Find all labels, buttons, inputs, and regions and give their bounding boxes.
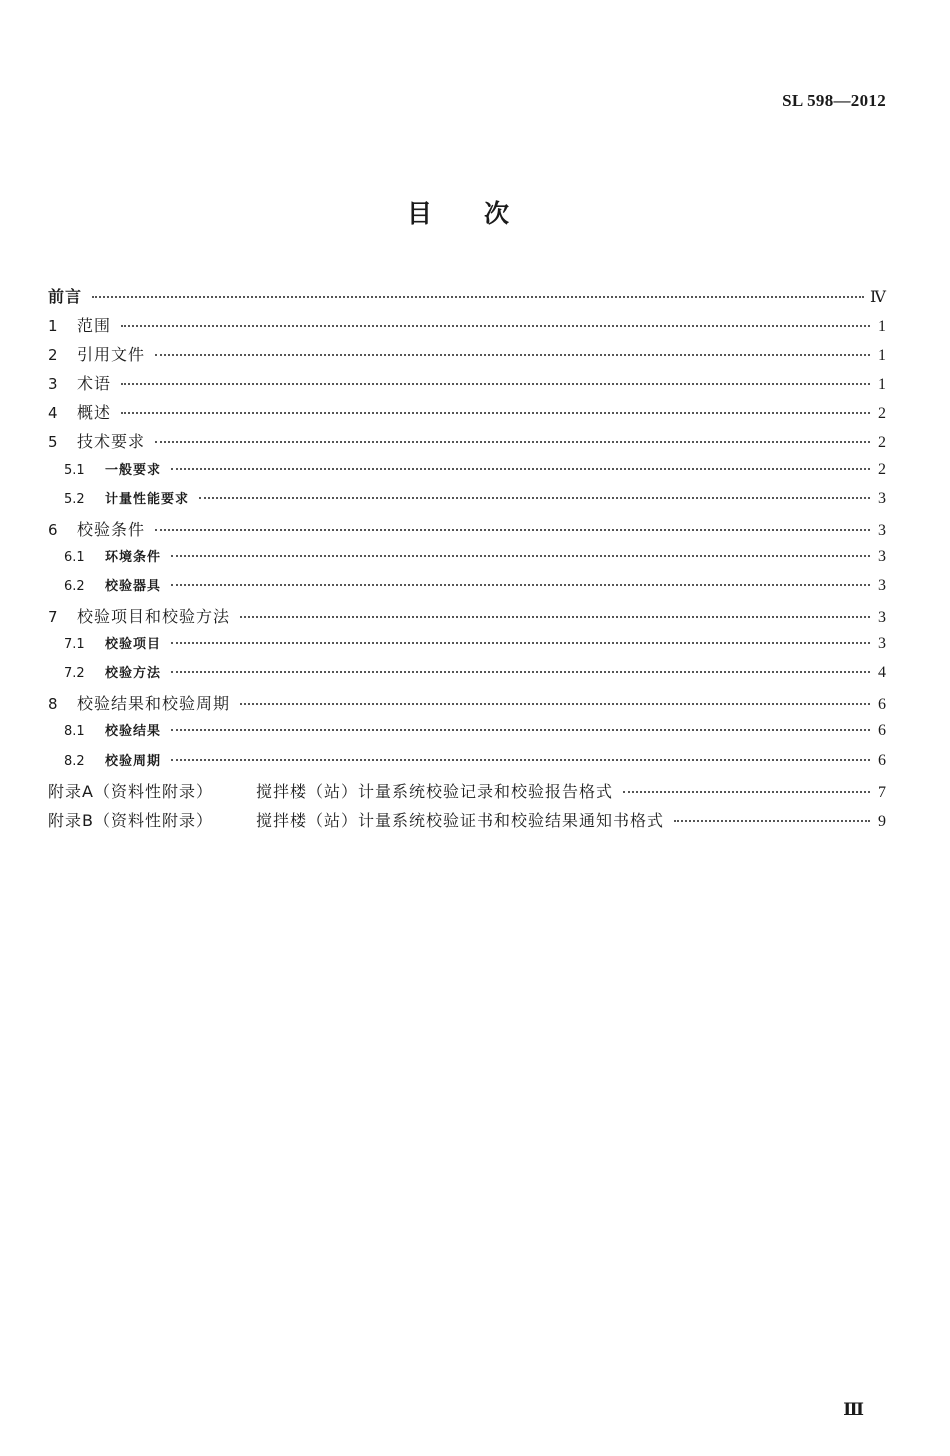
toc-number: 8 <box>48 695 58 714</box>
toc-row[interactable] <box>48 313 886 342</box>
toc-label: 校验项目 <box>105 637 162 653</box>
toc-leader <box>155 352 870 356</box>
toc-page: 1 <box>878 347 886 365</box>
toc-page: 1 <box>878 318 886 336</box>
document-code: SL 598—2012 <box>782 91 886 110</box>
toc-number: 8.1 <box>64 724 85 740</box>
toc-page: 3 <box>878 635 886 653</box>
toc-page: 2 <box>878 405 886 423</box>
toc-number: 4 <box>48 404 58 423</box>
toc-number: 7 <box>48 608 58 627</box>
toc-leader <box>171 727 870 731</box>
toc-page: 3 <box>878 521 886 539</box>
toc-number: 5.2 <box>64 491 85 507</box>
toc-row[interactable] <box>48 691 886 720</box>
toc-number: 7.1 <box>64 637 85 653</box>
toc-page: 1 <box>878 376 886 394</box>
toc-row[interactable] <box>48 604 886 633</box>
toc-page: 6 <box>878 751 886 769</box>
toc-page: Ⅳ <box>870 289 886 306</box>
page-title: 目次 <box>406 199 561 228</box>
table-of-contents <box>48 284 886 837</box>
toc-page: 6 <box>878 722 886 740</box>
toc-row-sub[interactable] <box>48 546 886 575</box>
toc-row-appendix-b[interactable] <box>48 808 886 837</box>
toc-number: 5.1 <box>64 462 85 478</box>
toc-number: 5 <box>48 433 58 452</box>
toc-page: 3 <box>878 576 886 594</box>
toc-row[interactable] <box>48 429 886 458</box>
toc-row-sub[interactable] <box>48 750 886 779</box>
toc-number: 6.1 <box>64 549 85 565</box>
toc-leader <box>171 553 870 557</box>
toc-row[interactable] <box>48 517 886 546</box>
appendix-prefix: 附录A（资料性附录） <box>48 781 213 801</box>
appendix-prefix: 附录B（资料性附录） <box>48 810 213 830</box>
toc-row[interactable] <box>48 342 886 371</box>
toc-leader <box>171 640 870 644</box>
toc-label: 一般要求 <box>105 462 162 478</box>
toc-label: 校验方法 <box>105 666 162 682</box>
toc-page: 7 <box>878 783 886 801</box>
toc-leader <box>171 757 870 761</box>
toc-label: 引用文件 <box>77 345 146 365</box>
toc-leader <box>171 669 870 673</box>
toc-label: 校验结果和校验周期 <box>77 694 231 714</box>
toc-number: 6 <box>48 520 58 539</box>
toc-row[interactable] <box>48 400 886 429</box>
toc-row-sub[interactable] <box>48 575 886 604</box>
toc-page: 9 <box>878 812 886 830</box>
toc-page: 2 <box>878 460 886 478</box>
toc-label: 技术要求 <box>77 432 146 452</box>
toc-label: 校验器具 <box>105 578 162 594</box>
toc-page: 3 <box>878 489 886 507</box>
page-number: Ⅲ <box>843 1400 864 1419</box>
toc-label: 计量性能要求 <box>105 491 190 507</box>
toc-label: 范围 <box>77 316 112 336</box>
toc-label: 术语 <box>77 374 112 394</box>
toc-number: 7.2 <box>64 666 85 682</box>
toc-label: 校验周期 <box>105 753 162 769</box>
toc-row-appendix-a[interactable] <box>48 779 886 808</box>
toc-leader <box>121 381 870 385</box>
toc-row-sub[interactable] <box>48 720 886 749</box>
toc-row-foreword[interactable] <box>48 284 886 313</box>
toc-label: 校验条件 <box>77 519 146 539</box>
toc-page: 2 <box>878 434 886 452</box>
toc-leader <box>623 789 870 793</box>
toc-page: 4 <box>878 664 886 682</box>
toc-leader <box>240 701 870 705</box>
toc-label: 校验项目和校验方法 <box>77 607 231 627</box>
toc-page: 3 <box>878 609 886 627</box>
toc-leader <box>92 294 864 298</box>
toc-row[interactable] <box>48 371 886 400</box>
toc-leader <box>121 410 870 414</box>
toc-label: 校验结果 <box>105 724 162 740</box>
toc-leader <box>121 323 870 327</box>
toc-leader <box>171 582 870 586</box>
toc-number: 1 <box>48 317 58 336</box>
toc-label: 概述 <box>77 403 112 423</box>
toc-leader <box>240 614 870 618</box>
toc-leader <box>171 466 870 470</box>
toc-number: 3 <box>48 375 58 394</box>
toc-label: 搅拌楼（站）计量系统校验记录和校验报告格式 <box>256 781 614 801</box>
toc-label: 搅拌楼（站）计量系统校验证书和校验结果通知书格式 <box>256 810 665 830</box>
toc-page: 6 <box>878 696 886 714</box>
toc-number: 8.2 <box>64 753 85 769</box>
toc-number: 2 <box>48 346 58 365</box>
toc-number: 6.2 <box>64 578 85 594</box>
toc-leader <box>155 527 870 531</box>
toc-leader <box>674 818 870 822</box>
toc-row-sub[interactable] <box>48 459 886 488</box>
toc-leader <box>155 439 870 443</box>
toc-row-sub[interactable] <box>48 488 886 517</box>
toc-label: 环境条件 <box>105 549 162 565</box>
toc-label: 前言 <box>48 287 83 306</box>
toc-page: 3 <box>878 547 886 565</box>
toc-row-sub[interactable] <box>48 633 886 662</box>
toc-leader <box>199 495 870 499</box>
toc-row-sub[interactable] <box>48 662 886 691</box>
